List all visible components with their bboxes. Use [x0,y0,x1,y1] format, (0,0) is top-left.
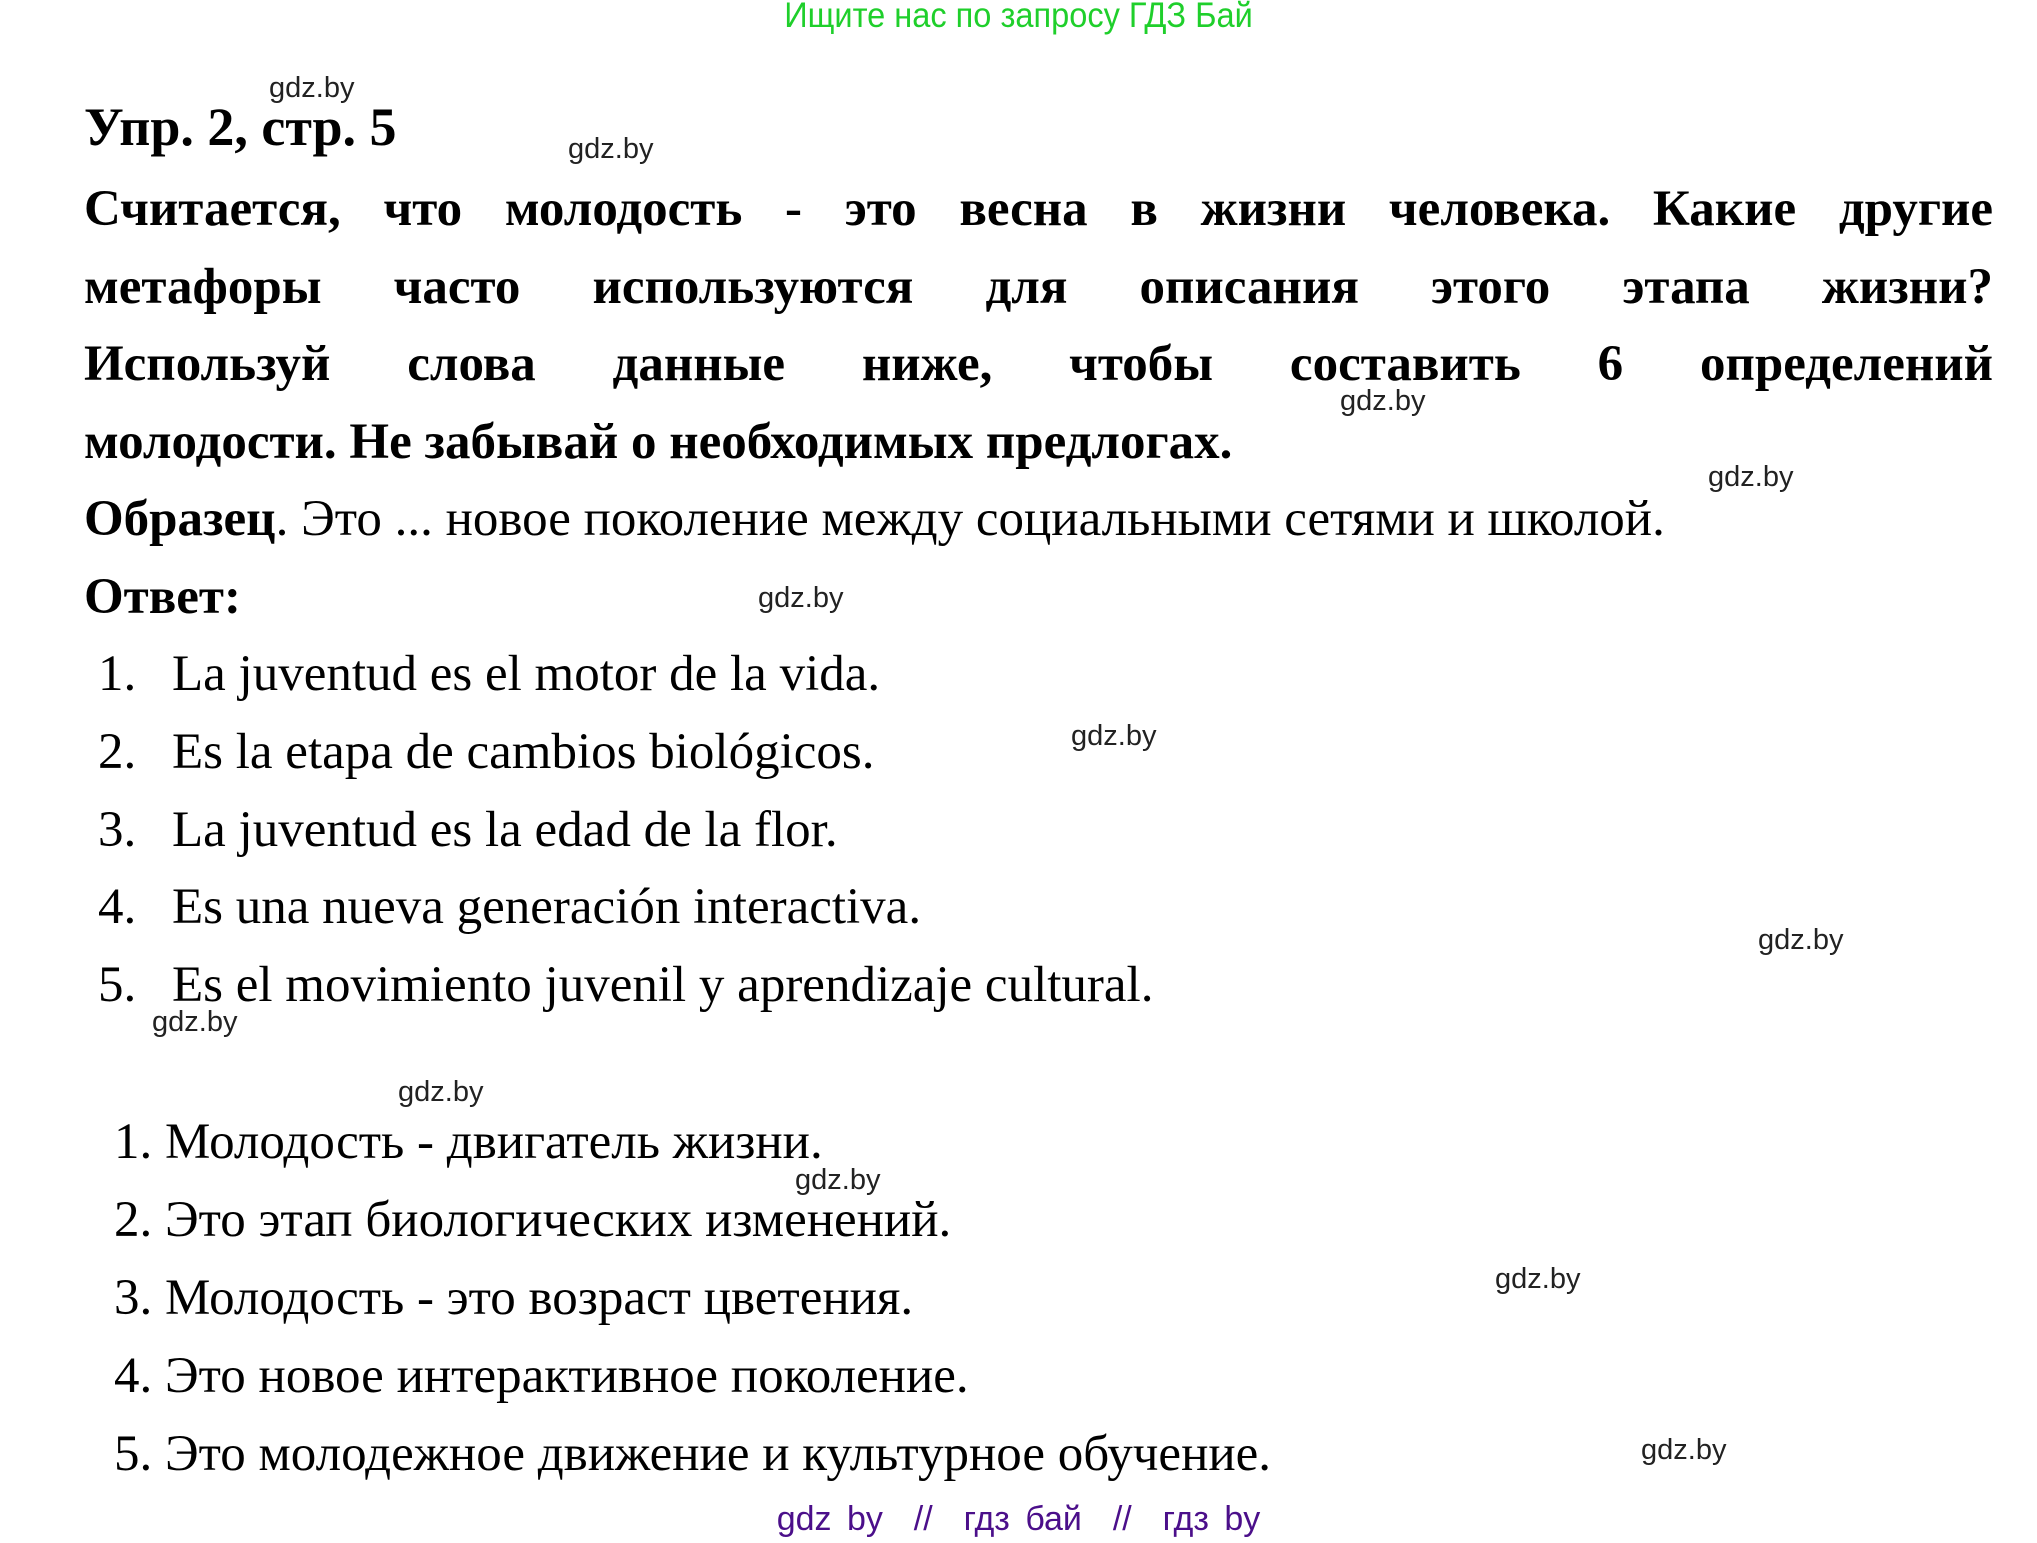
answer-ru-item: 1. Молодость - двигатель жизни. [114,1114,823,1170]
answer-es-item: 4. Es una nueva generación interactiva. [98,879,922,935]
watermark: gdz.by [269,72,355,104]
task-line-3: Используй слова данные ниже, чтобы составить 6 определений [84,336,1993,392]
watermark: gdz.by [758,582,844,614]
answer-ru-item: 4. Это новое интерактивное поколение. [114,1348,969,1404]
task-line-4: молодости. Не забывай о необходимых предлогах. [84,414,1233,470]
answer-es-item: 1. La juventud es el motor de la vida. [98,646,881,702]
answer-label: Ответ: [84,569,241,625]
watermark: gdz.by [1340,385,1426,417]
watermark: gdz.by [1071,720,1157,752]
watermark: gdz.by [1641,1434,1727,1466]
answer-ru-item: 3. Молодость - это возраст цветения. [114,1270,914,1326]
sample-text: . Это ... новое поколение между социальными сетями и школой. [275,491,1665,547]
watermark: gdz.by [1708,461,1794,493]
task-line-2: метафоры часто используются для описания этого этапа жизни? [84,259,1993,315]
task-line-1: Считается, что молодость - это весна в жизни человека. Какие другие [84,181,1993,237]
exercise-title: Упр. 2, стр. 5 [84,97,397,157]
answer-es-item: 2. Es la etapa de cambios biológicos. [98,724,875,780]
watermark: gdz.by [1495,1263,1581,1295]
watermark: gdz.by [1758,924,1844,956]
watermark: gdz.by [152,1006,238,1038]
watermark: gdz.by [568,133,654,165]
answer-es-item: 5. Es el movimiento juvenil y aprendizaje cultural. [98,957,1154,1013]
answer-ru-item: 5. Это молодежное движение и культурное обучение. [114,1426,1272,1482]
watermark: gdz.by [398,1076,484,1108]
sample-label: Образец [84,491,276,547]
watermark: gdz.by [795,1164,881,1196]
footer-watermark: gdz by // гдз бай // гдз by [776,1500,1261,1538]
answer-ru-item: 2. Это этап биологических изменений. [114,1192,952,1248]
sample-sentence [84,490,1665,548]
answer-es-item: 3. La juventud es la edad de la flor. [98,802,838,858]
search-hint-banner: Ищите нас по запросу ГДЗ Бай [784,0,1253,35]
